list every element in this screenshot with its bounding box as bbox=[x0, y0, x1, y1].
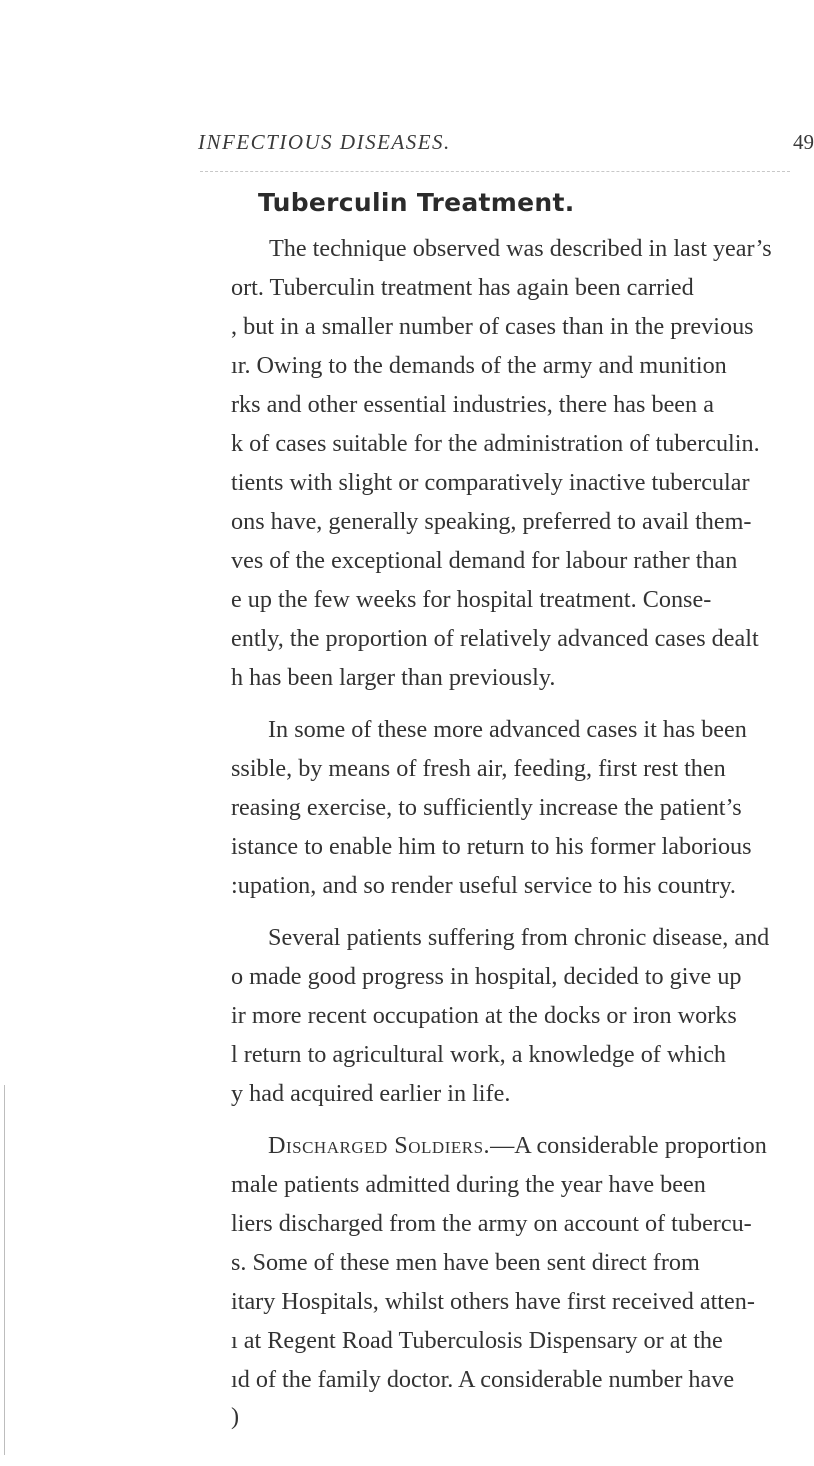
text-span: —A considerable proportion bbox=[490, 1132, 767, 1159]
text-line: s. Some of these men have been sent direct from bbox=[231, 1249, 700, 1276]
text-line: :upation, and so render useful service to his country. bbox=[231, 872, 736, 899]
text-line: The technique observed was described in last year’s bbox=[269, 235, 772, 262]
running-head bbox=[150, 130, 814, 170]
paragraph-lead: Discharged Soldiers. bbox=[268, 1132, 491, 1159]
text-line: k of cases suitable for the administration of tuberculin. bbox=[231, 430, 760, 457]
header-rule bbox=[200, 171, 790, 172]
text-line: , but in a smaller number of cases than in the previous bbox=[231, 313, 754, 340]
text-line: Several patients suffering from chronic disease, and bbox=[268, 924, 770, 951]
text-line: ) bbox=[231, 1403, 240, 1430]
text-line: In some of these more advanced cases it has been bbox=[268, 716, 747, 743]
text-line: l return to agricultural work, a knowledge of which bbox=[231, 1041, 727, 1068]
text-line: tients with slight or comparatively inactive tubercular bbox=[231, 469, 750, 496]
section-heading: Tuberculin Treatment. bbox=[258, 188, 575, 217]
text-line: o made good progress in hospital, decided to give up bbox=[231, 963, 742, 990]
text-line bbox=[268, 1132, 767, 1160]
binding-edge-shadow bbox=[4, 1085, 5, 1455]
text-line: ir more recent occupation at the docks or iron works bbox=[231, 1002, 737, 1029]
running-title: INFECTIOUS DISEASES. bbox=[198, 130, 451, 154]
text-line: rks and other essential industries, there has been a bbox=[231, 391, 714, 418]
text-line: ently, the proportion of relatively advanced cases dealt bbox=[231, 625, 759, 652]
text-line: reasing exercise, to sufficiently increase the patient’s bbox=[231, 794, 742, 821]
text-line: ı at Regent Road Tuberculosis Dispensary or at the bbox=[231, 1327, 723, 1354]
text-line: male patients admitted during the year have been bbox=[231, 1171, 706, 1198]
text-line: ır. Owing to the demands of the army and munition bbox=[231, 352, 727, 379]
text-line: ssible, by means of fresh air, feeding, first rest then bbox=[231, 755, 726, 782]
text-line: itary Hospitals, whilst others have first received atten- bbox=[231, 1288, 755, 1315]
text-line: h has been larger than previously. bbox=[231, 664, 556, 691]
text-line: ort. Tuberculin treatment has again been carried bbox=[231, 274, 694, 301]
text-line: liers discharged from the army on account of tubercu- bbox=[231, 1210, 752, 1237]
text-line: ons have, generally speaking, preferred to avail them- bbox=[231, 508, 752, 535]
text-line: ves of the exceptional demand for labour rather than bbox=[231, 547, 738, 574]
text-line: istance to enable him to return to his former laborious bbox=[231, 833, 752, 860]
page-number: 49 bbox=[793, 130, 814, 154]
text-line: y had acquired earlier in life. bbox=[231, 1080, 511, 1107]
text-line: e up the few weeks for hospital treatment. Conse- bbox=[231, 586, 712, 613]
text-line: ıd of the family doctor. A considerable number have bbox=[231, 1366, 735, 1393]
